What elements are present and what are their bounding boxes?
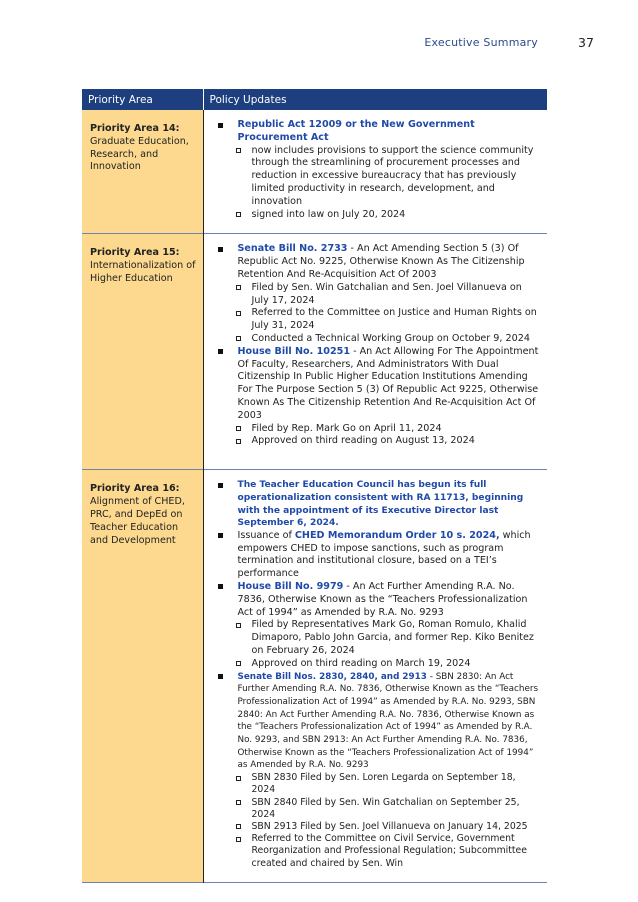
bill-description: - SBN 2830: An Act Further Amending R.A. No. 7836, Otherwise Known as the “Teachers Professionalization Act of 1994” as Amended by R.A. No. 9293, SBN 2840: An Act Further Amending R.A. No. 7836, Otherwise Known as the “Teachers Professionalization Act of 1994” as Amended by R.A. No. 9293, and SBN 2913: An Act Further Amending R.A. No. 7836, Otherwise Known as the “Teachers Professionalization Act of 1994” as Amended by R.A. No. 9293 bbox=[237, 671, 539, 771]
sub-list-item bbox=[216, 435, 540, 448]
hollow-square-bullet-icon bbox=[236, 148, 241, 153]
sub-list-item bbox=[216, 307, 540, 333]
list-item bbox=[216, 119, 540, 145]
sub-list-item bbox=[216, 333, 540, 346]
priority-area-description: Internationalization of Higher Education bbox=[90, 260, 196, 284]
hollow-square-bullet-icon bbox=[236, 285, 241, 290]
sub-item-text: Referred to the Committee on Justice and Human Rights on July 31, 2024 bbox=[251, 307, 537, 332]
policy-title: Republic Act 12009 or the New Government Procurement Act bbox=[237, 119, 475, 143]
list-item bbox=[216, 671, 540, 773]
list-item bbox=[216, 243, 540, 281]
hollow-square-bullet-icon bbox=[236, 661, 241, 666]
sub-item-text: Filed by Rep. Mark Go on April 11, 2024 bbox=[251, 422, 442, 434]
priority-area-title: Priority Area 16: bbox=[90, 483, 180, 495]
table-row bbox=[82, 234, 547, 470]
list-item bbox=[216, 530, 540, 581]
priority-area-cell bbox=[82, 470, 203, 882]
bill-title: Senate Bill No. 2733 bbox=[237, 243, 348, 255]
bill-title: Senate Bill Nos. 2830, 2840, and 2913 bbox=[237, 671, 427, 682]
priority-area-description: Graduate Education, Research, and Innovation bbox=[90, 135, 189, 173]
square-bullet-icon bbox=[218, 584, 223, 589]
priority-area-title: Priority Area 15: bbox=[90, 247, 180, 259]
square-bullet-icon bbox=[218, 533, 223, 538]
policy-updates-cell bbox=[203, 470, 547, 882]
page-number: 37 bbox=[578, 35, 594, 50]
bill-description: - An Act Allowing For The Appointment Of Faculty, Researchers, And Administrators With Dual Citizenship In Public Higher Education Institutions Amending For The Purpose Section 5 (3) Of Republic Act 9225, Otherwise Known As The Citizenship Retention And Re-Acquisition Act Of 2003 bbox=[237, 345, 539, 421]
running-header-title: Executive Summary bbox=[424, 36, 538, 49]
bill-description: - An Act Further Amending R.A. No. 7836, Otherwise Known as the “Teachers Professionalization Act of 1994” as Amended by R.A. No. 9293 bbox=[237, 580, 528, 618]
table-row bbox=[82, 470, 547, 882]
column-header-policy-updates: Policy Updates bbox=[203, 89, 547, 110]
sub-item-text: Filed by Sen. Win Gatchalian and Sen. Joel Villanueva on July 17, 2024 bbox=[251, 281, 522, 306]
bill-title: House Bill No. 10251 bbox=[237, 345, 351, 357]
bill-description: - An Act Amending Section 5 (3) Of Republic Act No. 9225, Otherwise Known As The Citizenship Retention And Re-Acquisition Act Of 2003 bbox=[237, 243, 525, 280]
priority-area-cell bbox=[82, 110, 203, 234]
square-bullet-icon bbox=[218, 247, 223, 252]
hollow-square-bullet-icon bbox=[236, 439, 241, 444]
sub-item-text: Referred to the Committee on Civil Service, Government Reorganization and Professional Regulation; Subcommittee created and chaired by Sen. Win bbox=[251, 833, 527, 869]
sub-item-text: Approved on third reading on August 13, 2024 bbox=[251, 435, 475, 447]
sub-list-item bbox=[216, 797, 540, 821]
memorandum-description: which empowers CHED to impose sanctions, such as program termination and institutional closure, based on a TEI’s performance bbox=[237, 529, 531, 580]
hollow-square-bullet-icon bbox=[236, 800, 241, 805]
sub-item-text: Filed by Representatives Mark Go, Roman Romulo, Khalid Dimaporo, Pablo John Garcia, and former Rep. Kiko Benitez on February 26, 2024 bbox=[251, 619, 534, 656]
priority-area-cell bbox=[82, 234, 203, 470]
table-header-row bbox=[82, 89, 547, 110]
sub-list-item bbox=[216, 772, 540, 796]
square-bullet-icon bbox=[218, 349, 223, 354]
list-item bbox=[216, 479, 540, 529]
item-prefix: Issuance of bbox=[237, 529, 295, 541]
priority-area-description: Alignment of CHED, PRC, and DepEd on Teacher Education and Development bbox=[90, 496, 185, 546]
hollow-square-bullet-icon bbox=[236, 837, 241, 842]
hollow-square-bullet-icon bbox=[236, 623, 241, 628]
hollow-square-bullet-icon bbox=[236, 426, 241, 431]
sub-item-text: Conducted a Technical Working Group on October 9, 2024 bbox=[251, 332, 530, 344]
sub-list-item bbox=[216, 821, 540, 833]
bill-title: House Bill No. 9979 bbox=[237, 580, 344, 592]
memorandum-title: CHED Memorandum Order 10 s. 2024, bbox=[294, 529, 500, 541]
sub-item-text: now includes provisions to support the science community through the streamlining of procurement processes and reduction in excessive bureaucracy that has previously limited productivity in research, development, and innovation bbox=[251, 144, 534, 207]
hollow-square-bullet-icon bbox=[236, 336, 241, 341]
sub-list-item bbox=[216, 619, 540, 657]
list-item bbox=[216, 346, 540, 423]
hollow-square-bullet-icon bbox=[236, 776, 241, 781]
sub-item-text: signed into law on July 20, 2024 bbox=[251, 208, 406, 220]
policy-updates-table bbox=[82, 89, 547, 883]
policy-update-text: The Teacher Education Council has begun its full operationalization consistent with RA 11713, beginning with the appointment of its Executive Director last September 6, 2024. bbox=[237, 480, 524, 529]
policy-updates-cell bbox=[203, 110, 547, 234]
table-row bbox=[82, 110, 547, 234]
sub-list-item bbox=[216, 145, 540, 209]
sub-list-item bbox=[216, 658, 540, 671]
square-bullet-icon bbox=[218, 123, 223, 128]
sub-item-text: Approved on third reading on March 19, 2024 bbox=[251, 657, 471, 669]
hollow-square-bullet-icon bbox=[236, 212, 241, 217]
policy-updates-cell bbox=[203, 234, 547, 470]
sub-item-text: SBN 2913 Filed by Sen. Joel Villanueva on January 14, 2025 bbox=[251, 820, 528, 832]
sub-item-text: SBN 2840 Filed by Sen. Win Gatchalian on September 25, 2024 bbox=[251, 796, 520, 820]
column-header-priority-area: Priority Area bbox=[82, 89, 203, 110]
hollow-square-bullet-icon bbox=[236, 311, 241, 316]
sub-item-text: SBN 2830 Filed by Sen. Loren Legarda on September 18, 2024 bbox=[251, 772, 516, 796]
sub-list-item bbox=[216, 833, 540, 870]
hollow-square-bullet-icon bbox=[236, 824, 241, 829]
sub-list-item bbox=[216, 282, 540, 308]
sub-list-item bbox=[216, 209, 540, 222]
square-bullet-icon bbox=[218, 674, 223, 679]
priority-area-title: Priority Area 14: bbox=[90, 123, 180, 134]
square-bullet-icon bbox=[218, 483, 223, 488]
list-item bbox=[216, 581, 540, 619]
sub-list-item bbox=[216, 423, 540, 436]
